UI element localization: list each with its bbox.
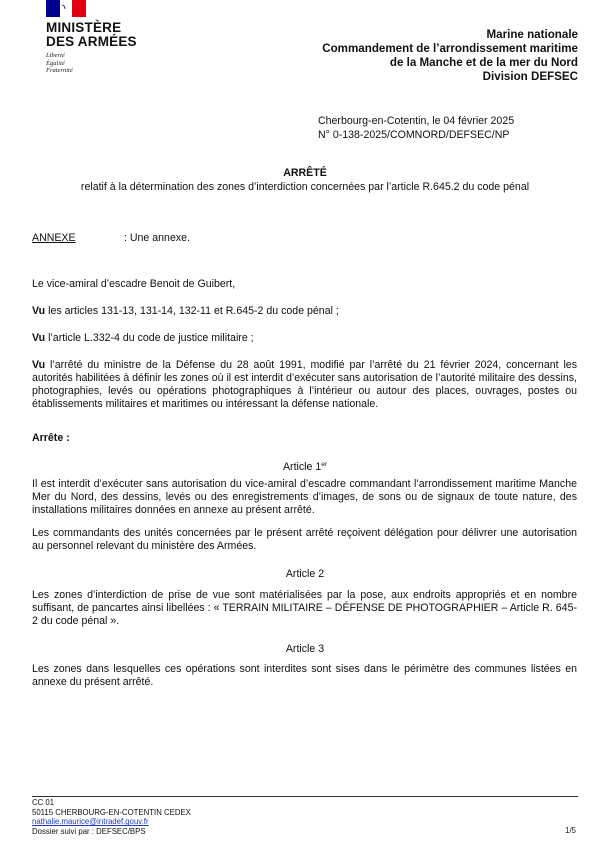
ministry-logo bbox=[46, 0, 166, 75]
ministry-name bbox=[46, 21, 166, 49]
footer-block bbox=[32, 798, 191, 836]
reference-number: N° 0-138-2025/COMNORD/DEFSEC/NP bbox=[318, 129, 510, 141]
vu-keyword: Vu bbox=[32, 305, 46, 317]
annexe-value: : Une annexe. bbox=[124, 232, 190, 244]
article-1-paragraph-2: Les commandants des unités concernées par le présent arrêté reçoivent délégation pour délivrer une autorisation au personnel relevant du ministère des Armées. bbox=[32, 527, 577, 552]
article-3-paragraph: Les zones dans lesquelles ces opérations sont interdites sont sises dans le périmètre des communes listées en annexe du présent arrêté. bbox=[32, 663, 577, 688]
article-2-paragraph: Les zones d’interdiction de prise de vue sont matérialisées par la pose, aux endroits appropriés et en nombre suffisant, de pancartes ainsi libellées : « TERRAIN MILITAIRE – DÉFENSE DE PHOTOGRAPHIER – Article R. 645-2 du code pénal ». bbox=[32, 589, 577, 627]
footer-email-link[interactable]: nathalie.maurice@intradef.gouv.fr bbox=[32, 817, 149, 827]
article-1-label: Article 1 bbox=[282, 461, 322, 473]
annexe-line bbox=[32, 231, 190, 245]
issuing-authority bbox=[322, 28, 578, 84]
motto-liberte: Liberté bbox=[46, 52, 65, 59]
vu-keyword: Vu bbox=[32, 359, 46, 371]
authority-line1: Marine nationale bbox=[486, 28, 578, 41]
date-line: Cherbourg-en-Cotentin, le 04 février 2025 bbox=[318, 115, 515, 127]
vu-text-2: l’article L.332-4 du code de justice militaire ; bbox=[45, 332, 254, 344]
republic-motto bbox=[46, 52, 166, 75]
authority-line4: Division DEFSEC bbox=[482, 70, 578, 83]
arrete-heading bbox=[32, 432, 577, 445]
footer-address: 50115 CHERBOURG-EN-COTENTIN CEDEX bbox=[32, 807, 191, 817]
ministry-name-line1: MINISTÈRE bbox=[46, 20, 122, 35]
footer-divider bbox=[32, 796, 578, 797]
vu-keyword: Vu bbox=[32, 332, 46, 344]
vu-paragraph-3 bbox=[32, 359, 577, 411]
marianne-flag-icon bbox=[46, 0, 86, 17]
article-2-title: Article 2 bbox=[285, 568, 325, 580]
vu-paragraph-1 bbox=[32, 305, 577, 318]
vu-text-3: l’arrêté du ministre de la Défense du 28 août 1991, modifié par l’arrêté du 21 février 2024, concernant les autorités habilitées à définir les zones où il est interdit d’exécuter sans autorisation de l’autorité militaire des dessins, photographies, levés ou opérations photographiques à l’intérieur ou autour des places, ouvrages, postes ou établissements militaires et maritimes ou intéressant la défense nationale. bbox=[32, 359, 577, 410]
intro-paragraph: Le vice-amiral d’escadre Benoit de Guibert, bbox=[32, 278, 236, 290]
vu-paragraph-2 bbox=[32, 332, 577, 345]
annexe-label: ANNEXE bbox=[32, 232, 76, 244]
footer-followed-by: Dossier suivi par : DEFSEC/BPS bbox=[32, 826, 146, 836]
document-title: ARRÊTÉ bbox=[283, 167, 327, 179]
motto-egalite: Égalité bbox=[46, 59, 65, 67]
arrete-keyword: Arrête : bbox=[32, 432, 70, 444]
motto-fraternite: Fraternité bbox=[46, 67, 73, 74]
article-1-superscript: er bbox=[321, 461, 328, 468]
footer-cc: CC 01 bbox=[32, 798, 55, 807]
authority-line3: de la Manche et de la mer du Nord bbox=[389, 56, 578, 69]
date-reference-block bbox=[318, 114, 514, 142]
page-number: 1/5 bbox=[565, 826, 576, 835]
article-1-title bbox=[0, 458, 610, 474]
document-subtitle: relatif à la détermination des zones d’interdiction concernées par l’article R.645.2 du code pénal bbox=[80, 181, 530, 193]
vu-text-1: les articles 131-13, 131-14, 132-11 et R.645-2 du code pénal ; bbox=[45, 305, 339, 317]
ministry-name-line2: DES ARMÉES bbox=[46, 34, 137, 49]
authority-line2: Commandement de l’arrondissement maritime bbox=[322, 42, 578, 55]
article-1-paragraph-1: Il est interdit d’exécuter sans autorisation du vice-amiral d’escadre commandant l’arrondissement maritime Manche Mer du Nord, des dessins, levés ou des enregistrements d’images, de sons ou de signaux de toute nature, des installations militaires données en annexe au présent arrêté. bbox=[32, 478, 577, 516]
article-3-title: Article 3 bbox=[285, 643, 325, 655]
